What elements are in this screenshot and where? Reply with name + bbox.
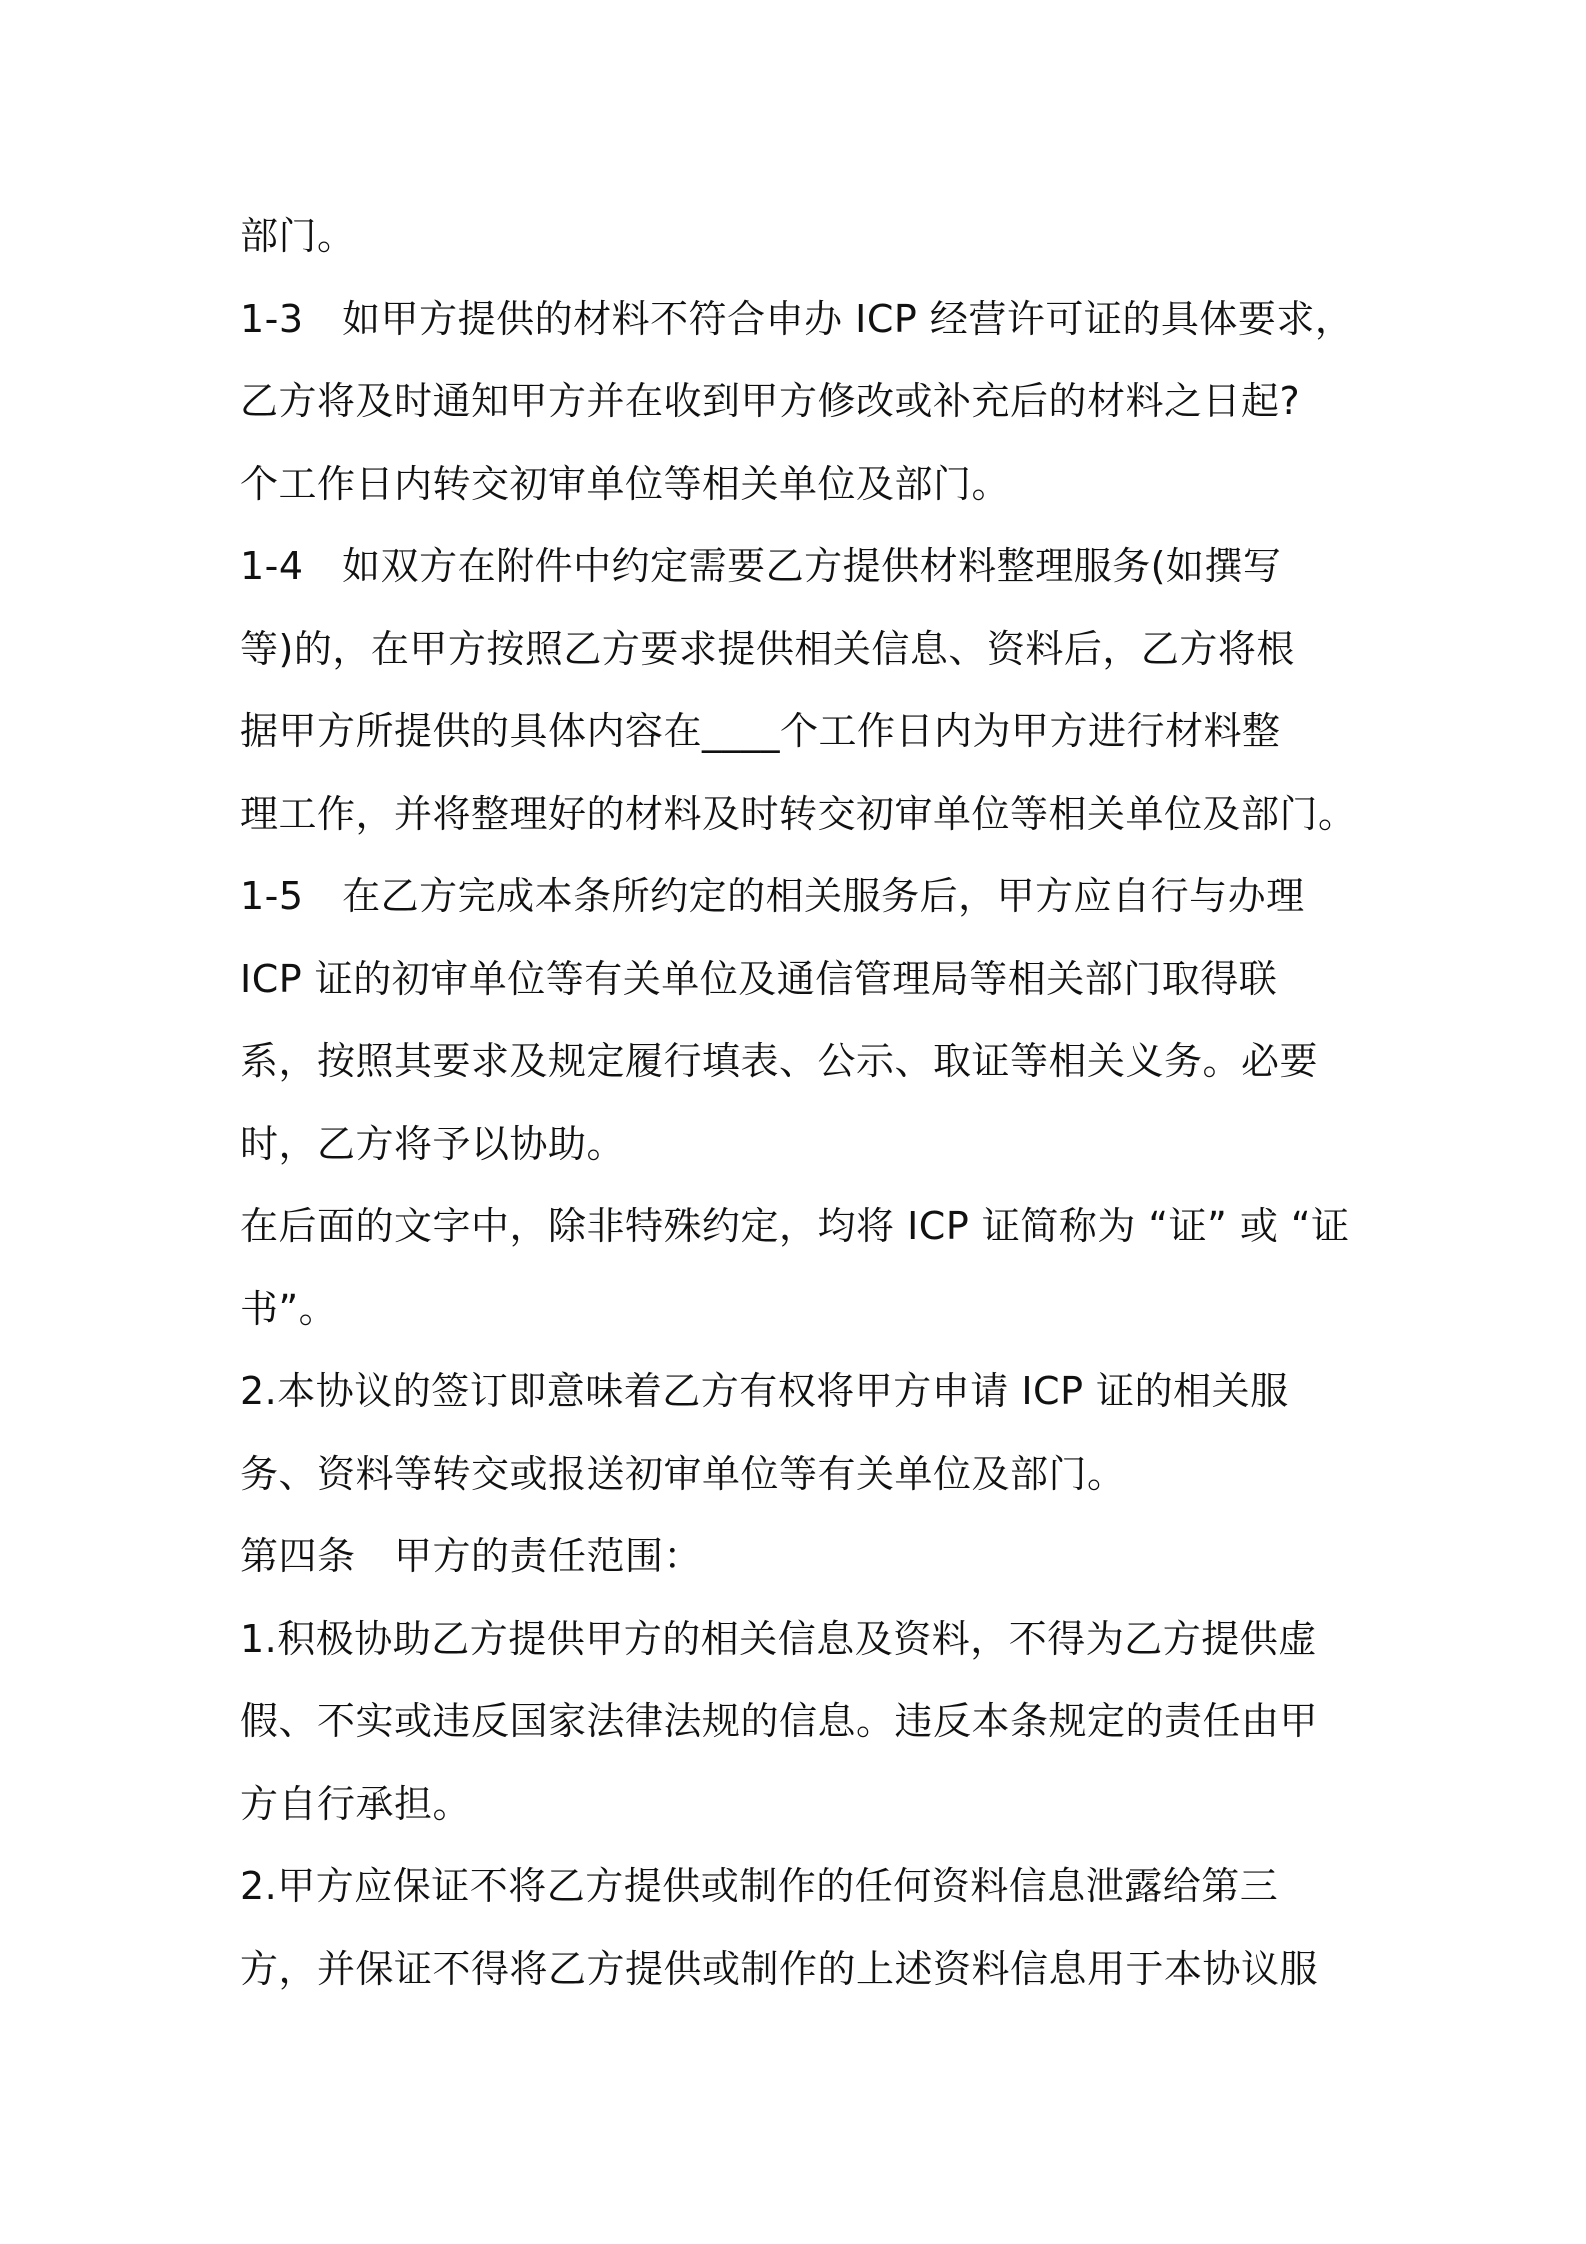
text-line: 等)的，在甲方按照乙方要求提供相关信息、资料后，乙方将根 xyxy=(240,626,1295,671)
text-line: 1-5 在乙方完成本条所约定的相关服务后，甲方应自行与办理 xyxy=(240,874,1305,918)
text-line: 方自行承担。 xyxy=(240,1781,472,1826)
text-line: 书”。 xyxy=(240,1286,338,1331)
text-line: 1-3 如甲方提供的材料不符合申办 ICP 经营许可证的具体要求， xyxy=(240,296,1354,341)
section-heading: 第四条 甲方的责任范围： xyxy=(240,1534,703,1578)
text-line: 理工作，并将整理好的材料及时转交初审单位等相关单位及部门。 xyxy=(240,791,1357,836)
text-line: 2.甲方应保证不将乙方提供或制作的任何资料信息泄露给第三 xyxy=(240,1864,1279,1908)
text-line: 时，乙方将予以协助。 xyxy=(240,1121,626,1166)
text-line: 务、资料等转交或报送初审单位等有关单位及部门。 xyxy=(240,1451,1126,1496)
text-line: 2.本协议的签订即意味着乙方有权将甲方申请 ICP 证的相关服 xyxy=(240,1369,1289,1413)
text-line: 据甲方所提供的具体内容在____个工作日内为甲方进行材料整 xyxy=(240,709,1281,753)
text-line: 在后面的文字中，除非特殊约定，均将 ICP 证简称为 “证” 或 “证 xyxy=(240,1204,1350,1248)
text-line: 部门。 xyxy=(240,214,356,258)
text-line: 乙方将及时通知甲方并在收到甲方修改或补充后的材料之日起? xyxy=(240,379,1301,423)
text-line: 1.积极协助乙方提供甲方的相关信息及资料，不得为乙方提供虚 xyxy=(240,1616,1317,1661)
text-line: 假、不实或违反国家法律法规的信息。违反本条规定的责任由甲 xyxy=(240,1699,1319,1743)
text-line: ICP 证的初审单位等有关单位及通信管理局等相关部门取得联 xyxy=(240,956,1278,1001)
document-body xyxy=(240,195,1360,2010)
text-line: 方，并保证不得将乙方提供或制作的上述资料信息用于本协议服 xyxy=(240,1946,1319,1991)
text-line: 系，按照其要求及规定履行填表、公示、取证等相关义务。必要 xyxy=(240,1039,1319,1083)
text-line: 个工作日内转交初审单位等相关单位及部门。 xyxy=(240,461,1011,506)
text-line: 1-4 如双方在附件中约定需要乙方提供材料整理服务(如撰写 xyxy=(240,544,1282,588)
